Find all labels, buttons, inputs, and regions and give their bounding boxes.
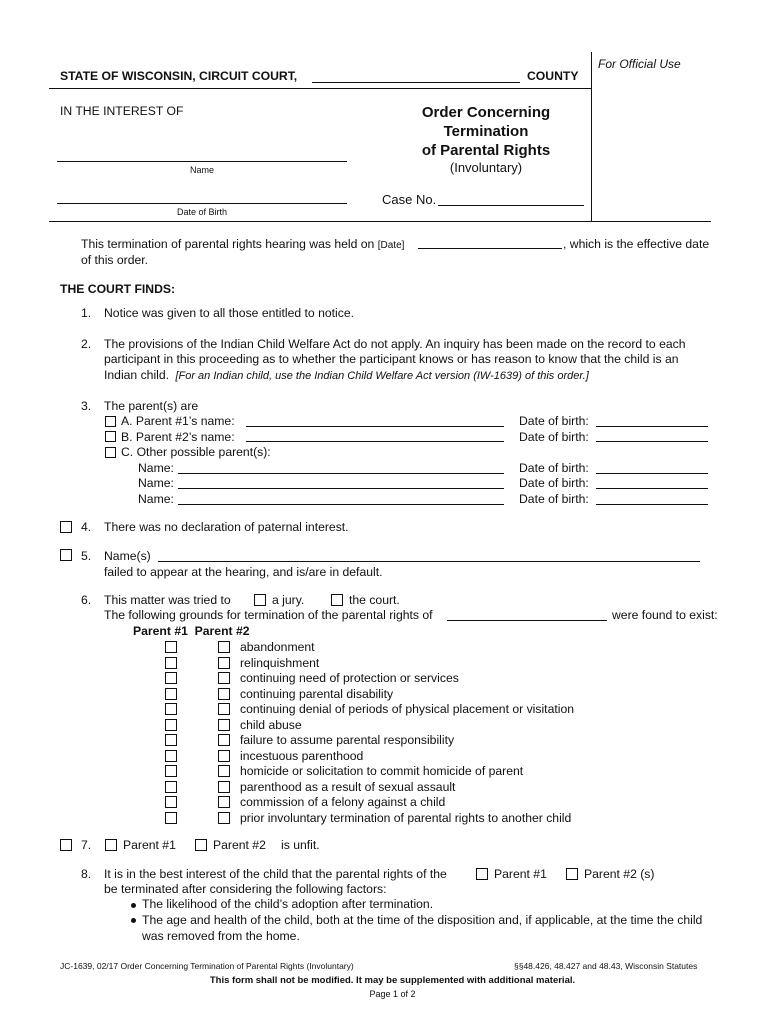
ground-label: continuing parental disability: [240, 686, 394, 701]
county-label: COUNTY: [527, 69, 579, 83]
ground-parent1-checkbox[interactable]: [165, 812, 177, 824]
ground-parent1-checkbox[interactable]: [165, 734, 177, 746]
header-bottom-rule: [49, 221, 711, 222]
parent2-dob-field[interactable]: [596, 441, 708, 442]
county-name-field[interactable]: [312, 82, 520, 83]
ground-parent2-checkbox[interactable]: [218, 812, 230, 824]
ground-parent2-checkbox[interactable]: [218, 672, 230, 684]
bullet-icon: [131, 903, 136, 908]
item8-parent1-checkbox[interactable]: [476, 868, 488, 880]
parent1-checkbox[interactable]: [105, 416, 116, 427]
child-name-field[interactable]: [57, 161, 347, 162]
ground-label: child abuse: [240, 717, 302, 732]
item2-icwa-note: [For an Indian child, use the Indian Child Welfare Act version (IW-1639) of this order.]: [175, 370, 589, 382]
item5-line2: failed to appear at the hearing, and is/are in default.: [104, 565, 383, 579]
ground-parent1-checkbox[interactable]: [165, 750, 177, 762]
item7-checkbox[interactable]: [60, 839, 72, 851]
case-no-label: Case No.: [382, 192, 437, 207]
other-parent3-name-label: Name:: [138, 492, 174, 506]
other-parent2-dob-label: Date of birth:: [519, 476, 589, 490]
dob-caption: Date of Birth: [176, 207, 228, 217]
footer-page-number: Page 1 of 2: [369, 989, 416, 999]
item7-parent2-checkbox[interactable]: [195, 839, 207, 851]
item8-bullet2a: The age and health of the child, both at the time of the disposition and, if applicable, at the time the child: [142, 913, 703, 927]
item8-line2: be terminated after considering the following factors:: [104, 882, 387, 896]
item5-number: 5.: [81, 549, 92, 563]
item4-checkbox[interactable]: [60, 521, 72, 533]
form-title-line2: Termination: [443, 123, 529, 140]
item6-number: 6.: [81, 593, 92, 607]
ground-parent1-checkbox[interactable]: [165, 672, 177, 684]
footer-statutes: §§48.426, 48.427 and 48.43, Wisconsin Statutes: [514, 961, 698, 971]
other-parent1-dob-field[interactable]: [596, 473, 708, 474]
parent2-name-label: B. Parent #2’s name:: [121, 430, 235, 444]
item3-number: 3.: [81, 399, 92, 413]
item2-number: 2.: [81, 337, 92, 351]
item7-number: 7.: [81, 838, 92, 852]
item2-line1: The provisions of the Indian Child Welfare Act do not apply. An inquiry has been made on the record to each: [104, 337, 686, 351]
item5-names-field[interactable]: [158, 561, 700, 562]
ground-parent2-checkbox[interactable]: [218, 719, 230, 731]
other-parent2-name-field[interactable]: [178, 488, 504, 489]
grounds-before: The following grounds for termination of the parental rights of: [104, 608, 433, 622]
ground-parent2-checkbox[interactable]: [218, 657, 230, 669]
parent1-dob-field[interactable]: [596, 426, 708, 427]
ground-parent1-checkbox[interactable]: [165, 796, 177, 808]
other-parent1-name-label: Name:: [138, 461, 174, 475]
ground-parent1-checkbox[interactable]: [165, 719, 177, 731]
item1-number: 1.: [81, 306, 92, 320]
intro-text: [81, 237, 404, 251]
item3-lead: The parent(s) are: [104, 399, 199, 413]
parent2-checkbox[interactable]: [105, 431, 116, 442]
item2-line3: [104, 368, 589, 382]
other-parents-checkbox[interactable]: [105, 447, 116, 458]
ground-label: homicide or solicitation to commit homicide of parent: [240, 764, 524, 778]
ground-parent1-checkbox[interactable]: [165, 703, 177, 715]
form-title-line3: of Parental Rights: [421, 142, 551, 159]
item2-line2: participant in this proceeding as to whether the participant knows or has reason to know that the child is an: [104, 352, 679, 366]
ground-label: parenthood as a result of sexual assault: [240, 779, 456, 794]
form-title: [386, 103, 586, 160]
ground-parent2-checkbox[interactable]: [218, 703, 230, 715]
grounds-column-headers: Parent #1 Parent #2: [133, 624, 250, 638]
ground-label: prior involuntary termination of parental rights to another child: [240, 810, 572, 825]
parent1-name-label: A. Parent #1’s name:: [121, 414, 235, 428]
form-title-line1: Order Concerning: [421, 104, 551, 121]
ground-label: continuing denial of periods of physical placement or visitation: [240, 702, 574, 716]
item8-number: 8.: [81, 867, 92, 881]
item1-text: Notice was given to all those entitled to notice.: [104, 306, 354, 320]
bullet-icon: [131, 918, 136, 923]
parent2-dob-label: Date of birth:: [519, 430, 589, 444]
other-parent3-name-field[interactable]: [178, 504, 504, 505]
other-parent3-dob-label: Date of birth:: [519, 492, 589, 506]
ground-parent2-checkbox[interactable]: [218, 765, 230, 777]
intro-text-after: , which is the effective date: [563, 237, 710, 251]
other-parent2-name-label: Name:: [138, 476, 174, 490]
ground-label: commission of a felony against a child: [240, 795, 446, 809]
item2-line3a: Indian child.: [104, 368, 170, 382]
ground-parent1-checkbox[interactable]: [165, 781, 177, 793]
item7-parent1-label: Parent #1: [123, 838, 176, 852]
case-no-field[interactable]: [438, 205, 584, 206]
other-parent2-dob-field[interactable]: [596, 488, 708, 489]
ground-parent1-checkbox[interactable]: [165, 688, 177, 700]
interest-of-label: IN THE INTEREST OF: [60, 104, 184, 118]
item7-parent1-checkbox[interactable]: [105, 839, 117, 851]
item5-label: Name(s): [104, 549, 151, 563]
item8-bullet2b: was removed from the home.: [142, 929, 300, 943]
form-subtitle: (Involuntary): [449, 160, 523, 175]
other-parent3-dob-field[interactable]: [596, 504, 708, 505]
other-parents-label: C. Other possible parent(s):: [121, 445, 271, 459]
state-court-label: STATE OF WISCONSIN, CIRCUIT COURT,: [60, 69, 298, 83]
ground-label: incestuous parenthood: [240, 748, 364, 763]
child-dob-field[interactable]: [57, 203, 347, 204]
date-tag: [Date]: [377, 240, 405, 251]
ground-label: abandonment: [240, 640, 315, 654]
footer-notice: This form shall not be modified. It may be supplemented with additional material.: [209, 975, 576, 986]
item8-parent2-label: Parent #2 (s): [584, 867, 655, 881]
intro-text-before: This termination of parental rights hearing was held on: [81, 237, 375, 251]
intro-line2: of this order.: [81, 253, 149, 267]
item5-checkbox[interactable]: [60, 549, 72, 561]
item8-parent1-label: Parent #1: [494, 867, 547, 881]
ground-parent2-checkbox[interactable]: [218, 688, 230, 700]
item7-parent2-label: Parent #2: [213, 838, 266, 852]
other-parent1-name-field[interactable]: [178, 473, 504, 474]
court-checkbox[interactable]: [331, 594, 343, 606]
jury-label: a jury.: [272, 593, 305, 607]
ground-parent2-checkbox[interactable]: [218, 734, 230, 746]
parent2-name-field[interactable]: [246, 441, 504, 442]
ground-parent2-checkbox[interactable]: [218, 641, 230, 653]
grounds-after: were found to exist:: [612, 608, 718, 622]
ground-label: relinquishment: [240, 655, 320, 670]
official-use-label: For Official Use: [598, 57, 681, 71]
ground-label: failure to assume parental responsibility: [240, 733, 455, 747]
ground-parent1-checkbox[interactable]: [165, 657, 177, 669]
footer-form-id: JC-1639, 02/17 Order Concerning Termination of Parental Rights (Involuntary): [60, 961, 354, 971]
item7-unfit: is unfit.: [281, 838, 320, 852]
court-label: the court.: [349, 593, 400, 607]
ground-label: continuing need of protection or services: [240, 671, 459, 685]
parent1-name-field[interactable]: [246, 426, 504, 427]
item8-bullet1: The likelihood of the child’s adoption after termination.: [142, 897, 434, 911]
official-use-divider: [591, 52, 592, 222]
hearing-date-field[interactable]: [418, 248, 562, 249]
name-caption: Name: [189, 165, 214, 175]
item4-text: There was no declaration of paternal interest.: [104, 520, 349, 534]
grounds-party-field[interactable]: [447, 620, 607, 621]
item8-line1: It is in the best interest of the child that the parental rights of the: [104, 867, 447, 881]
parent1-dob-label: Date of birth:: [519, 414, 589, 428]
ground-parent2-checkbox[interactable]: [218, 781, 230, 793]
other-parent1-dob-label: Date of birth:: [519, 461, 589, 475]
header-top-rule: [49, 88, 592, 89]
ground-parent1-checkbox[interactable]: [165, 641, 177, 653]
findings-heading: THE COURT FINDS:: [60, 282, 176, 296]
item6-tried-to: This matter was tried to: [104, 593, 231, 607]
ground-parent2-checkbox[interactable]: [218, 750, 230, 762]
item4-number: 4.: [81, 520, 92, 534]
item8-parent2-checkbox[interactable]: [566, 868, 578, 880]
ground-parent2-checkbox[interactable]: [218, 796, 230, 808]
ground-parent1-checkbox[interactable]: [165, 765, 177, 777]
jury-checkbox[interactable]: [254, 594, 266, 606]
